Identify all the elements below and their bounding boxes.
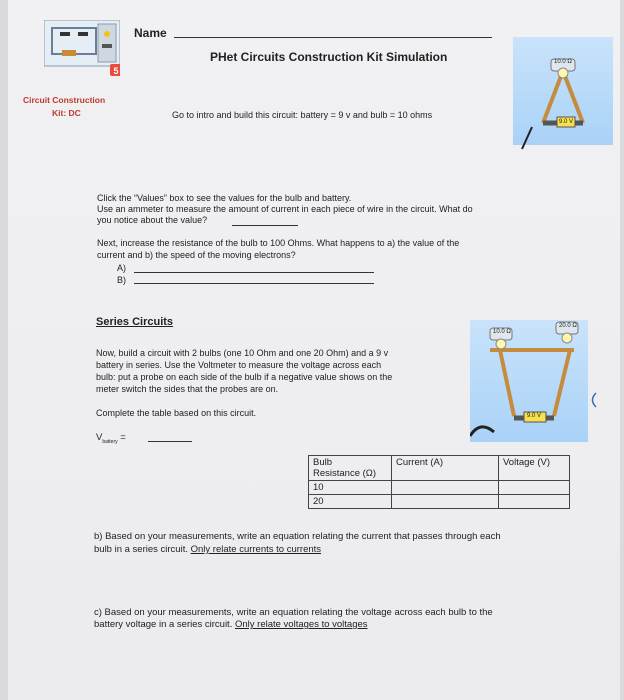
series-circuits-heading: Series Circuits bbox=[96, 316, 174, 328]
series-paragraph-line4: meter switch the sides that the probes are on. bbox=[96, 384, 279, 394]
row2-voltage-cell[interactable] bbox=[499, 495, 570, 509]
resistance-instruction-line2: current and b) the speed of the moving electrons? bbox=[97, 250, 296, 260]
phet-logo-thumbnail bbox=[44, 20, 120, 76]
values-instruction-line3: you notice about the value? bbox=[97, 215, 208, 225]
v-battery-label bbox=[96, 432, 126, 445]
logo-caption-line1: Circuit Construction bbox=[23, 95, 106, 105]
page-title: PHet Circuits Construction Kit Simulation bbox=[210, 50, 448, 64]
equals-sign: = bbox=[120, 432, 126, 443]
answer-b-line[interactable] bbox=[134, 283, 374, 284]
table-header-row bbox=[309, 456, 570, 481]
question-c-line1: c) Based on your measurements, write an equation relating the voltage across each bulb to the bbox=[94, 607, 493, 618]
table-row bbox=[309, 495, 570, 509]
probe-wire-icon bbox=[520, 125, 536, 151]
intro-instruction: Go to intro and build this circuit: battery = 9 v and bulb = 10 ohms bbox=[172, 110, 433, 120]
header-bulb-resistance: Bulb Resistance (Ω) bbox=[309, 456, 392, 481]
sim2-battery-label: 9.0 V bbox=[527, 413, 542, 419]
resistance-instruction-line1: Next, increase the resistance of the bulb to 100 Ohms. What happens to a) the value of the bbox=[97, 238, 460, 248]
header-current: Current (A) bbox=[392, 456, 499, 481]
row1-voltage-cell[interactable] bbox=[499, 481, 570, 495]
values-instruction-line1: Click the “Values” box to see the values for the bulb and battery. bbox=[97, 193, 352, 203]
row2-bulb-cell: 20 bbox=[309, 495, 392, 509]
sim1-battery-label: 9.0 V bbox=[559, 119, 574, 125]
logo-caption-line2: Kit: DC bbox=[52, 108, 81, 118]
question-c-line2: battery voltage in a series circuit. Only relate voltages to voltages bbox=[94, 619, 368, 630]
question-b-line2: bulb in a series circuit. Only relate currents to currents bbox=[94, 544, 322, 555]
sim2-bulb2-label: 20.0 Ω bbox=[559, 323, 577, 329]
logo-badge: 5 bbox=[113, 66, 119, 76]
series-circuit-icon bbox=[470, 320, 588, 442]
sim1-resistor-label: 10.0 Ω bbox=[554, 59, 572, 65]
table-row bbox=[309, 481, 570, 495]
wire-probe-hook-icon bbox=[588, 392, 598, 408]
series-paragraph-line2: battery in series. Use the Voltmeter to measure the voltage across each bbox=[96, 360, 382, 370]
complete-table-instruction: Complete the table based on this circuit. bbox=[96, 408, 257, 418]
name-label: Name bbox=[134, 26, 167, 40]
v-symbol: V bbox=[96, 432, 103, 443]
header-voltage: Voltage (V) bbox=[499, 456, 570, 481]
sim2-bulb1-label: 10.0 Ω bbox=[493, 329, 511, 335]
circuit-thumbnail-icon bbox=[44, 20, 120, 76]
battery-subscript: battery bbox=[102, 438, 118, 445]
circuit-simulation-image-2 bbox=[470, 320, 588, 442]
row1-current-cell[interactable] bbox=[392, 481, 499, 495]
name-input-line[interactable] bbox=[174, 37, 492, 38]
question-b-emphasis: Only relate currents to currents bbox=[190, 544, 322, 555]
worksheet-page bbox=[8, 0, 620, 700]
answer-b-label: B) bbox=[117, 275, 126, 285]
series-paragraph-line3: bulb: put a probe on each side of the bulb if a negative value shows on the bbox=[96, 372, 393, 382]
row1-bulb-cell: 10 bbox=[309, 481, 392, 495]
series-paragraph-line1: Now, build a circuit with 2 bulbs (one 10 Ohm and one 20 Ohm) and a 9 v bbox=[96, 348, 389, 358]
row2-current-cell[interactable] bbox=[392, 495, 499, 509]
question-b-line1: b) Based on your measurements, write an equation relating the current that passes through each bbox=[94, 531, 501, 542]
question-c-emphasis: Only relate voltages to voltages bbox=[234, 619, 368, 630]
answer-a-line[interactable] bbox=[134, 272, 374, 273]
series-measurement-table bbox=[308, 455, 570, 509]
answer-a-label: A) bbox=[117, 263, 126, 273]
v-battery-answer-line[interactable] bbox=[148, 441, 192, 442]
values-answer-line[interactable] bbox=[232, 225, 298, 226]
values-instruction-line2: Use an ammeter to measure the amount of current in each piece of wire in the circuit. What do bbox=[97, 204, 473, 214]
